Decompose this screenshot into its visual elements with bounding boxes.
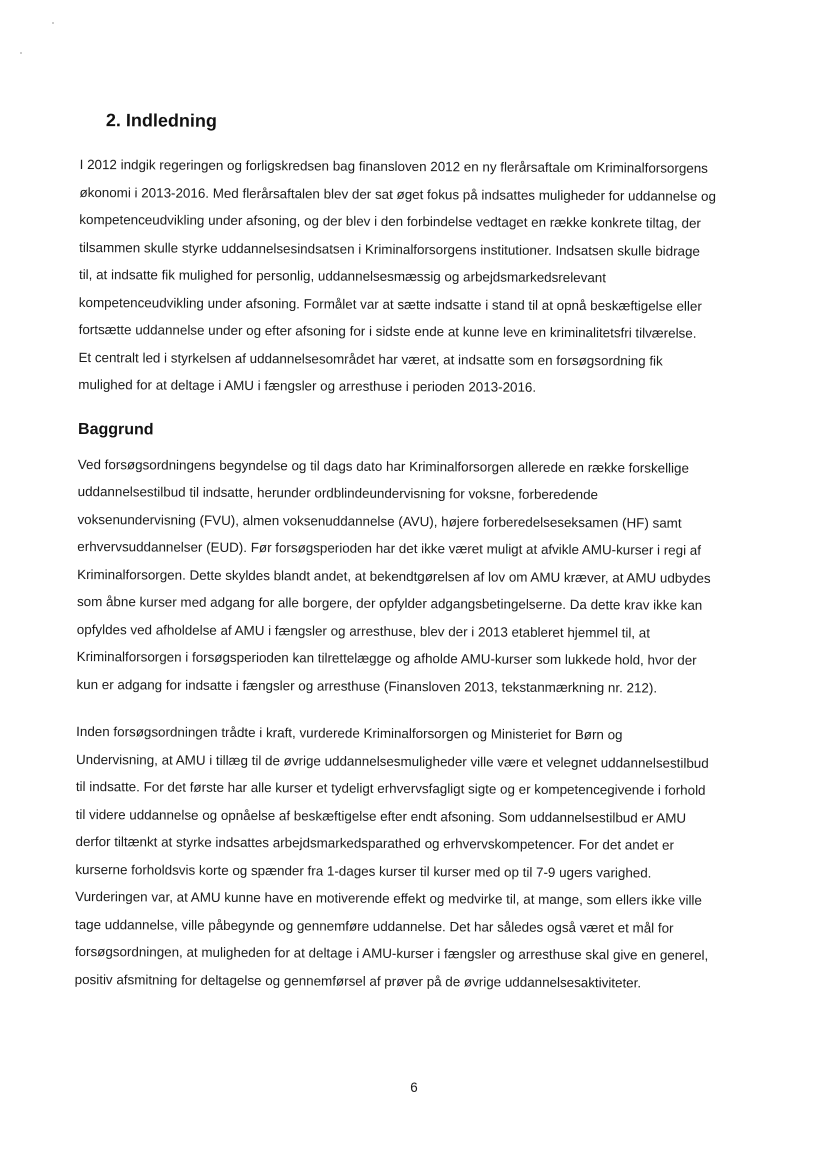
scan-speck	[20, 52, 22, 54]
scan-speck	[52, 22, 54, 24]
intro-paragraph: I 2012 indgik regeringen og forligskredsen bag finansloven 2012 en ny flerårsaftale om Kriminalforsorgens økonomi i 2013-2016. Med flerårsaftalen blev der sat øget fokus på indsattes muligheder for uddannelse og kompetenceudvikling under afsoning, og der blev i den forbindelse vedtaget en række konkrete tiltag, der tilsammen skulle styrke uddannelsesindsatsen i Kriminalforsorgens institutioner. Indsatsen skulle bidrage til, at indsatte fik mulighed for personlig, uddannelsesmæssig og arbejdsmarkedsrelevant kompetenceudvikling under afsoning. Formålet var at sætte indsatte i stand til at opnå beskæftigelse eller fortsætte uddannelse under og efter afsoning for i sidste ende at kunne leve en kriminalitetsfri tilværelse. Et centralt led i styrkelsen af uddannelsesområdet har været, at indsatte som en forsøgsordning fik mulighed for at deltage i AMU i fængsler og arresthuse i perioden 2013-2016.	[78, 156, 716, 395]
background-paragraph-1: Ved forsøgsordningens begyndelse og til dags dato har Kriminalforsorgen allerede en række forskellige uddannelsestilbud til indsatte, herunder ordblindeundervisning for voksne, forberedende voksenundervisning (FVU), almen voksenuddannelse (AVU), højere forberedelseseksamen (HF) samt erhvervsuddannelser (EUD). Før forsøgsperioden har det ikke været muligt at afvikle AMU-kurser i regi af Kriminalforsorgen. Dette skyldes blandt andet, at bekendtgørelsen af lov om AMU kræver, at AMU udbydes som åbne kurser med adgang for alle borgere, der opfylder adgangsbetingelserne. Da dette krav ikke kan opfyldes ved afholdelse af AMU i fængsler og arresthuse, blev der i 2013 etableret hjemmel til, at Kriminalforsorgen i forsøgsperioden kan tilrettelægge og afholde AMU-kurser som lukkede hold, hvor der kun er adgang for indsatte i fængsler og arresthuse (Finansloven 2013, tekstanmærkning nr. 212).	[76, 456, 711, 696]
page-number: 6	[410, 1080, 418, 1095]
background-paragraph-2: Inden forsøgsordningen trådte i kraft, vurderede Kriminalforsorgen og Ministeriet for Børn og Undervisning, at AMU i tillæg til de øvrige uddannelsesmuligheder ville være et velegnet uddannelsestilbud til indsatte. For det første har alle kurser et tydeligt erhvervsfagligt sigte og er kompetencegivende i forhold til videre uddannelse og opnåelse af beskæftigelse efter endt afsoning. Som uddannelsestilbud er AMU derfor tiltænkt at styrke indsattes arbejdsmarkedsparathed og erhvervskompetencer. For det andet er kurserne forholdsvis korte og spænder fra 1-dages kurser til kurser med op til 7-9 ugers varighed. Vurderingen var, at AMU kunne have en motiverende effekt og medvirke til, at mange, som ellers ikke ville tage uddannelse, ville påbegynde og gennemføre uddannelse. Det har således også været et mål for forsøgsordningen, at muligheden for at deltage i AMU-kurser i fængsler og arresthuse skal give en generel, positiv afsmitning for deltagelse og gennemførsel af prøver på de øvrige uddannelsesaktiviteter.	[74, 723, 709, 990]
subsection-heading: Baggrund	[77, 420, 154, 438]
document-body	[75, 110, 760, 997]
section-heading: 2. Indledning	[105, 110, 217, 131]
